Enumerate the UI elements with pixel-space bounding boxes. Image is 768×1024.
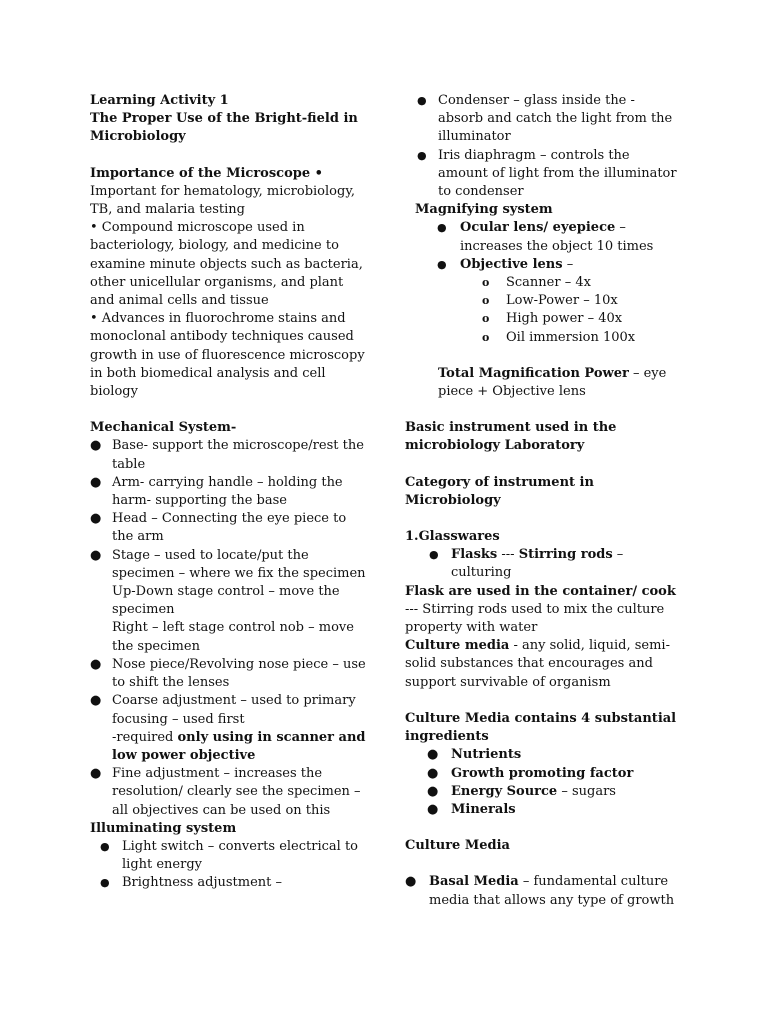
- bullet: ●: [437, 257, 447, 271]
- category-heading: Category of instrument in Microbiology: [405, 474, 594, 508]
- bullet: ●: [90, 766, 102, 782]
- sub-list-item: o Low-Power – 10x: [405, 292, 683, 310]
- right-column: [405, 92, 683, 910]
- stage-extra-2: Right – left stage control nob – move the specimen: [112, 620, 354, 654]
- magnifying-heading: Magnifying system: [415, 202, 553, 218]
- sub-list-item: o High power – 40x: [405, 310, 683, 328]
- list-item: ● Light switch – converts electrical to light energy: [90, 838, 366, 874]
- activity-title: Learning Activity 1: [90, 93, 229, 108]
- sub-bullet: o: [482, 276, 490, 290]
- list-item: ● Growth promoting factor: [405, 765, 683, 783]
- bullet: ●: [429, 548, 439, 562]
- stage-extra-1: Up-Down stage control – move the specimen: [112, 584, 340, 618]
- total-magnification: Total Magnification Power – eye piece + Objective lens: [438, 365, 667, 400]
- bullet: ●: [90, 693, 102, 709]
- list-item: ● Nutrients: [405, 746, 683, 764]
- left-column: [90, 92, 366, 893]
- sub-bullet: o: [482, 294, 490, 308]
- list-item: ● Energy Source – sugars: [405, 783, 683, 801]
- sub-bullet: o: [482, 330, 490, 344]
- basic-instrument-heading: Basic instrument used in the microbiology Laboratory: [405, 420, 617, 454]
- ingredients-heading: Culture Media contains 4 substantial ingredients: [405, 710, 677, 745]
- bullet: ●: [90, 656, 102, 672]
- glasswares-heading: 1.Glasswares: [405, 529, 500, 545]
- bullet: ●: [90, 474, 102, 490]
- importance-paragraph-1: Important for hematology, microbiology, TB, and malaria testing: [90, 183, 356, 218]
- document-title: The Proper Use of the Bright-field in Microbiology: [90, 111, 358, 145]
- bullet: ●: [427, 765, 439, 781]
- list-item: ● Ocular lens/ eyepiece – increases the object 10 times: [405, 219, 683, 255]
- list-item: ● Flasks --- Stirring rods – culturing: [405, 546, 683, 582]
- bullet: ●: [100, 876, 110, 890]
- list-item: ● Condenser – glass inside the - absorb and catch the light from the illuminator: [405, 92, 683, 147]
- list-item: ● Brightness adjustment –: [90, 874, 366, 892]
- importance-heading: Importance of the Microscope •: [90, 165, 323, 181]
- bullet: ●: [90, 511, 102, 527]
- sub-list-item: o Oil immersion 100x: [405, 329, 683, 347]
- flask-used-paragraph: Flask are used in the container/ cook --- Stirring rods used to mix the culture property with water: [405, 583, 676, 636]
- bullet: ●: [427, 801, 439, 817]
- list-item: ● Base- support the microscope/rest the table: [90, 437, 366, 473]
- bullet: ●: [417, 94, 427, 107]
- bullet: ●: [100, 839, 110, 853]
- bullet: ●: [417, 148, 427, 162]
- list-item: ● Minerals: [405, 801, 683, 819]
- list-item: ● Head – Connecting the eye piece to the arm: [90, 510, 366, 546]
- list-item: ● Nose piece/Revolving nose piece – use to shift the lenses: [90, 656, 366, 692]
- culture-media-definition: Culture media - any solid, liquid, semi-solid substances that encourages and support survivable of organism: [405, 638, 670, 690]
- mechanical-heading: Mechanical System-: [90, 420, 237, 436]
- list-item: ● Fine adjustment – increases the resolution/ clearly see the specimen – all objectives can be used on this: [90, 765, 366, 820]
- bullet: ●: [437, 221, 447, 235]
- culture-media-heading: Culture Media: [405, 838, 510, 854]
- importance-paragraph-2: • Compound microscope used in bacteriology, biology, and medicine to examine minute objects such as bacteria, other unicellular organisms, and plant and animal cells and tissue: [90, 220, 363, 309]
- list-item: ● Arm- carrying handle – holding the harm- supporting the base: [90, 474, 366, 510]
- bullet: ●: [427, 747, 439, 763]
- bullet: ●: [405, 874, 417, 890]
- list-item: ● Basal Media – fundamental culture media that allows any type of growth: [405, 873, 683, 909]
- list-item: ● Iris diaphragm – controls the amount of light from the illuminator to condenser: [405, 147, 683, 202]
- list-item: ● Objective lens –: [405, 256, 683, 274]
- sub-bullet: o: [482, 312, 490, 326]
- bullet: ●: [90, 438, 102, 454]
- list-item: ● Stage – used to locate/put the specimen – where we fix the specimen Up-Down stage control – move the specimen Right – left stage control nob – move the specimen: [90, 547, 366, 656]
- bullet: ●: [427, 783, 439, 799]
- bullet: ●: [90, 547, 102, 563]
- illuminating-heading: Illuminating system: [90, 820, 237, 836]
- list-item: ● Coarse adjustment – used to primary focusing – used first -required only using in scanner and low power objective: [90, 692, 366, 765]
- sub-list-item: o Scanner – 4x: [405, 274, 683, 292]
- importance-paragraph-3: • Advances in fluorochrome stains and monoclonal antibody techniques caused growth in use of fluorescence microscopy in both biomedical analysis and cell biology: [90, 311, 365, 400]
